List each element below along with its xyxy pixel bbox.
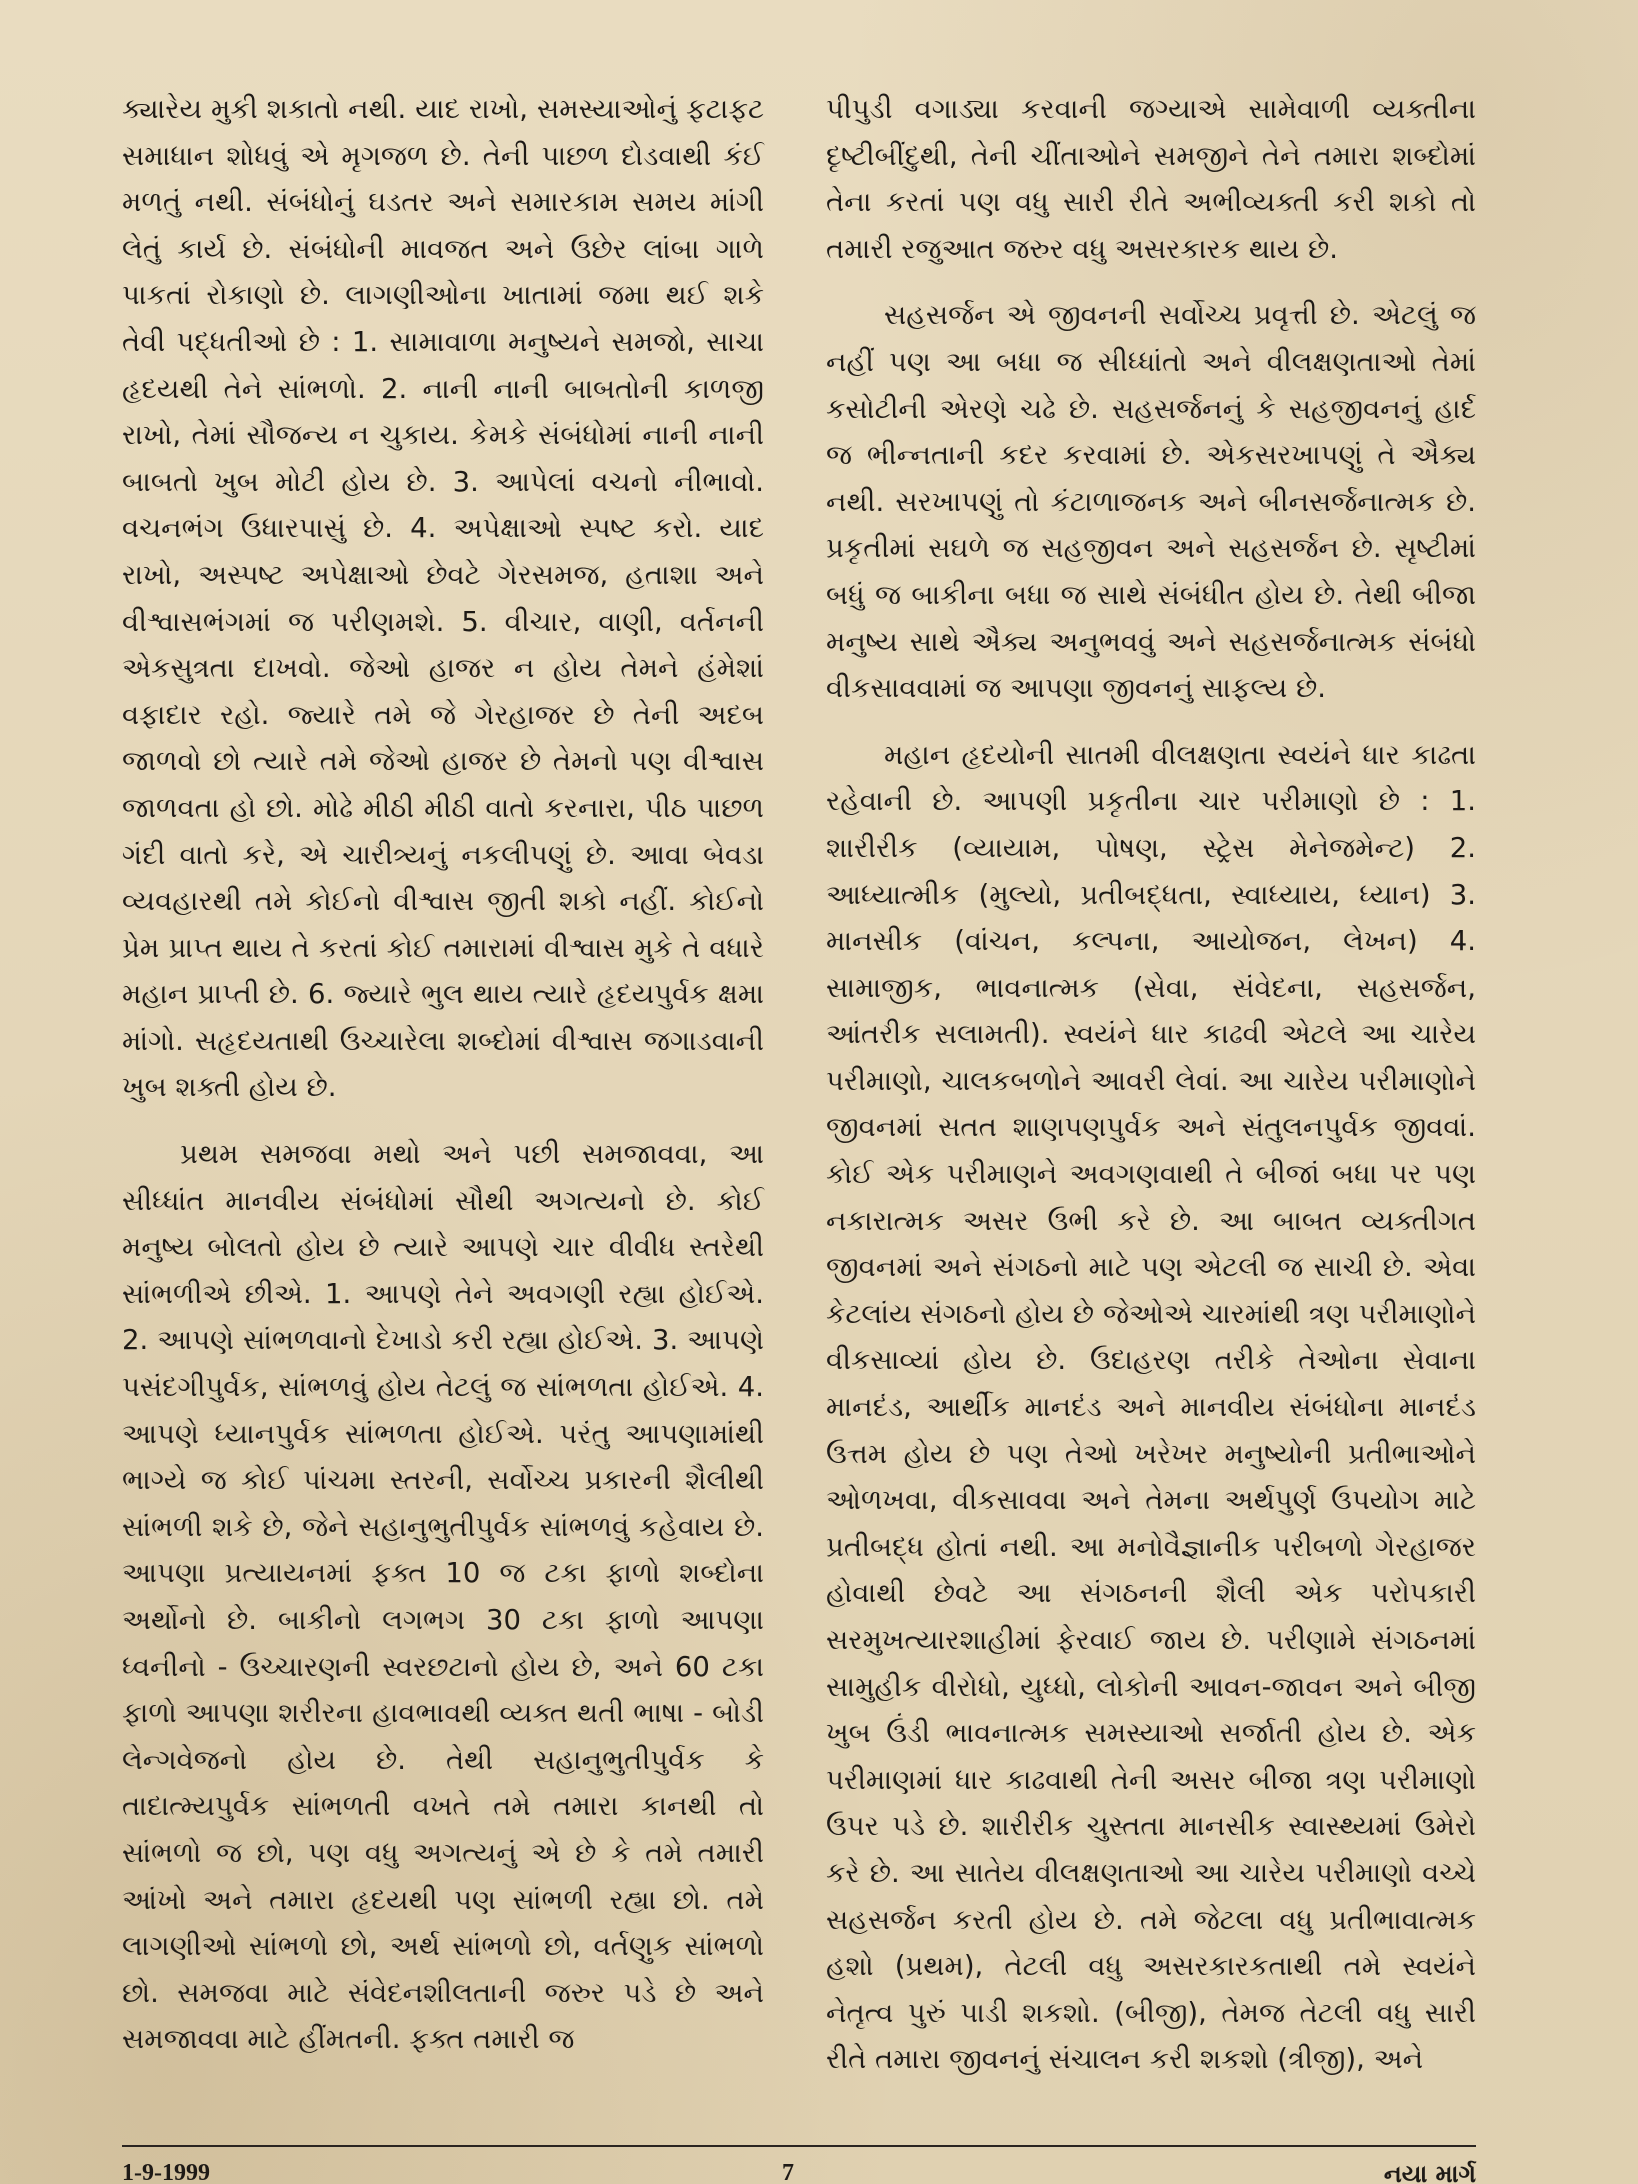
- left-paragraph-2: પ્રથમ સમજવા મથો અને પછી સમજાવવા, આ સીધ્ધાંત માનવીય સંબંધોમાં સૌથી અગત્યનો છે. કોઈ મનુષ્ય બોલતો હોય છે ત્યારે આપણે ચાર વીવીધ સ્તરેથી સાંભળીએ છીએ. 1. આપણે તેને અવગણી રહ્યા હોઈએ. 2. આપણે સાંભળવાનો દેખાડો કરી રહ્યા હોઈએ. 3. આપણે પસંદગીપુર્વક, સાંભળવું હોય તેટલું જ સાંભળતા હોઈએ. 4. આપણે ધ્યાનપુર્વક સાંભળતા હોઈએ. પરંતુ આપણામાંથી ભાગ્યે જ કોઈ પાંચમા સ્તરની, સર્વોચ્ચ પ્રકારની શૈલીથી સાંભળી શકે છે, જેને સહાનુભુતીપુર્વક સાંભળવું કહેવાય છે. આપણા પ્રત્યાયનમાં ફક્ત 10 જ ટકા ફાળો શબ્દોના અર્થોનો છે. બાકીનો લગભગ 30 ટકા ફાળો આપણા ધ્વનીનો - ઉચ્ચારણની સ્વરછટાનો હોય છે, અને 60 ટકા ફાળો આપણા શરીરના હાવભાવથી વ્યક્ત થતી ભાષા - બોડી લેન્ગવેજનો હોય છે. તેથી સહાનુભુતીપુર્વક કે તાદાત્મ્યપુર્વક સાંભળતી વખતે તમે તમારા કાનથી તો સાંભળો જ છો, પણ વધુ અગત્યનું એ છે કે તમે તમારી આંખો અને તમારા હૃદયથી પણ સાંભળી રહ્યા છો. તમે લાગણીઓ સાંભળો છો, અર્થ સાંભળો છો, વર્તણુક સાંભળો છો. સમજવા માટે સંવેદનશીલતાની જરુર પડે છે અને સમજાવવા માટે હીંમતની. ફક્ત તમારી જ: [122, 1138, 764, 2056]
- magazine-name: નયા માર્ગ: [1383, 2160, 1476, 2184]
- page-number: 7: [782, 2160, 794, 2184]
- left-paragraph-1: ક્યારેય મુકી શકાતો નથી. યાદ રાખો, સમસ્યાઓનું ફટાફટ સમાધાન શોધવું એ મૃગજળ છે. તેની પાછળ દોડવાથી કંઈ મળતું નથી. સંબંધોનું ઘડતર અને સમારકામ સમય માંગી લેતું કાર્ય છે. સંબંધોની માવજત અને ઉછેર લાંબા ગાળે પાકતાં રોકાણો છે. લાગણીઓના ખાતામાં જમા થઈ શકે તેવી પદ્ધતીઓ છે : 1. સામાવાળા મનુષ્યને સમજો, સાચા હૃદયથી તેને સાંભળો. 2. નાની નાની બાબતોની કાળજી રાખો, તેમાં સૌજન્ય ન ચુકાય. કેમકે સંબંધોમાં નાની નાની બાબતો ખુબ મોટી હોય છે. 3. આપેલાં વચનો નીભાવો. વચનભંગ ઉધારપાસું છે. 4. અપેક્ષાઓ સ્પષ્ટ કરો. યાદ રાખો, અસ્પષ્ટ અપેક્ષાઓ છેવટે ગેરસમજ, હતાશા અને વીશ્વાસભંગમાં જ પરીણમશે. 5. વીચાર, વાણી, વર્તનની એકસુત્રતા દાખવો. જેઓ હાજર ન હોય તેમને હંમેશાં વફાદાર રહો. જ્યારે તમે જે ગેરહાજર છે તેની અદબ જાળવો છો ત્યારે તમે જેઓ હાજર છે તેમનો પણ વીશ્વાસ જાળવતા હો છો. મોઢે મીઠી મીઠી વાતો કરનારા, પીઠ પાછળ ગંદી વાતો કરે, એ ચારીત્ર્યનું નકલીપણું છે. આવા બેવડા વ્યવહારથી તમે કોઈનો વીશ્વાસ જીતી શકો નહીં. કોઈનો પ્રેમ પ્રાપ્ત થાય તે કરતાં કોઈ તમારામાં વીશ્વાસ મુકે તે વધારે મહાન પ્રાપ્તી છે. 6. જ્યારે ભુલ થાય ત્યારે હૃદયપુર્વક ક્ષમા માંગો. સહૃદયતાથી ઉચ્ચારેલા શબ્દોમાં વીશ્વાસ જગાડવાની ખુબ શક્તી હોય છે.: [122, 93, 764, 1104]
- issue-date: 1-9-1999: [122, 2160, 210, 2184]
- left-column: [122, 86, 764, 2083]
- right-paragraph-1: પીપુડી વગાડ્યા કરવાની જગ્યાએ સામેવાળી વ્યક્તીના દૃષ્ટીબીંદુથી, તેની ચીંતાઓને સમજીને તેને તમારા શબ્દોમાં તેના કરતાં પણ વધુ સારી રીતે અભીવ્યક્તી કરી શકો તો તમારી રજુઆત જરુર વધુ અસરકારક થાય છે.: [826, 93, 1476, 265]
- right-paragraph-3: મહાન હૃદયોની સાતમી વીલક્ષણતા સ્વયંને ધાર કાઢતા રહેવાની છે. આપણી પ્રકૃતીના ચાર પરીમાણો છે : 1. શારીરીક (વ્યાયામ, પોષણ, સ્ટ્રેસ મેનેજમેન્ટ) 2. આધ્યાત્મીક (મુલ્યો, પ્રતીબદ્ધતા, સ્વાધ્યાય, ધ્યાન) 3. માનસીક (વાંચન, કલ્પના, આયોજન, લેખન) 4. સામાજીક, ભાવનાત્મક (સેવા, સંવેદના, સહસર્જન, આંતરીક સલામતી). સ્વયંને ધાર કાઢવી એટલે આ ચારેય પરીમાણો, ચાલકબળોને આવરી લેવાં. આ ચારેય પરીમાણોને જીવનમાં સતત શાણપણપુર્વક અને સંતુલનપુર્વક જીવવાં. કોઈ એક પરીમાણને અવગણવાથી તે બીજાં બધા પર પણ નકારાત્મક અસર ઉભી કરે છે. આ બાબત વ્યક્તીગત જીવનમાં અને સંગઠનો માટે પણ એટલી જ સાચી છે. એવા કેટલાંય સંગઠનો હોય છે જેઓએ ચારમાંથી ત્રણ પરીમાણોને વીકસાવ્યાં હોય છે. ઉદાહરણ તરીકે તેઓના સેવાના માનદંડ, આર્થીક માનદંડ અને માનવીય સંબંધોના માનદંડ ઉત્તમ હોય છે પણ તેઓ ખરેખર મનુષ્યોની પ્રતીભાઓને ઓળખવા, વીકસાવવા અને તેમના અર્થપુર્ણ ઉપયોગ માટે પ્રતીબદ્ધ હોતાં નથી. આ મનોવૈજ્ઞાનીક પરીબળો ગેરહાજર હોવાથી છેવટે આ સંગઠનની શૈલી એક પરોપકારી સરમુખત્યારશાહીમાં ફેરવાઈ જાય છે. પરીણામે સંગઠનમાં સામુહીક વીરોધો, યુધ્ધો, લોકોની આવન-જાવન અને બીજી ખુબ ઉંડી ભાવનાત્મક સમસ્યાઓ સર્જાતી હોય છે. એક પરીમાણમાં ધાર કાઢવાથી તેની અસર બીજા ત્રણ પરીમાણો ઉપર પડે છે. શારીરીક ચુસ્તતા માનસીક સ્વાસ્થ્યમાં ઉમેરો કરે છે. આ સાતેય વીલક્ષણતાઓ આ ચારેય પરીમાણો વચ્ચે સહસર્જન કરતી હોય છે. તમે જેટલા વધુ પ્રતીભાવાત્મક હશો (પ્રથમ), તેટલી વધુ અસરકારકતાથી તમે સ્વયંને નેતૃત્વ પુરું પાડી શકશો. (બીજી), તેમજ તેટલી વધુ સારી રીતે તમારા જીવનનું સંચાલન કરી શકશો (ત્રીજી), અને: [826, 738, 1476, 2076]
- footer-divider: [122, 2145, 1476, 2147]
- right-paragraph-2: સહસર્જન એ જીવનની સર્વોચ્ચ પ્રવૃત્તી છે. એટલું જ નહીં પણ આ બધા જ સીધ્ધાંતો અને વીલક્ષણતાઓ તેમાં કસોટીની એરણે ચઢે છે. સહસર્જનનું કે સહજીવનનું હાર્દ જ ભીન્નતાની કદર કરવામાં છે. એકસરખાપણું તે ઐક્ય નથી. સરખાપણું તો કંટાળાજનક અને બીનસર્જનાત્મક છે. પ્રકૃતીમાં સઘળે જ સહજીવન અને સહસર્જન છે. સૃષ્ટીમાં બધું જ બાકીના બધા જ સાથે સંબંધીત હોય છે. તેથી બીજા મનુષ્ય સાથે ઐક્ય અનુભવવું અને સહસર્જનાત્મક સંબંધો વીકસાવવામાં જ આપણા જીવનનું સાફલ્ય છે.: [826, 299, 1476, 705]
- right-column: [826, 86, 1476, 2103]
